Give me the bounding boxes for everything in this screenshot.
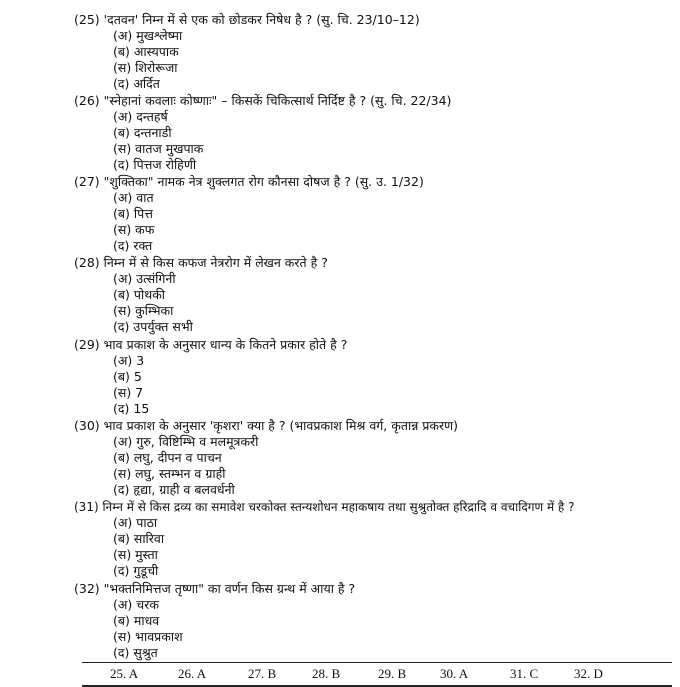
option-28-a: (अ) उत्संगिनी bbox=[113, 271, 176, 286]
answer-28: 28. B bbox=[312, 666, 341, 681]
question-29: (29) भाव प्रकाश के अनुसार धान्य के कितने प्रकार होते है ? bbox=[74, 337, 348, 352]
question-26: (26) "स्नेहानां कवलाः कोष्णाः" – किसकें चिकित्सार्थ निर्दिष्ट है ? (सु. चि. 22/34) bbox=[74, 93, 452, 108]
option-30-d: (द) हृद्या, ग्राही व बलवर्धनी bbox=[113, 482, 235, 497]
option-26-d: (द) पित्तज रोहिणी bbox=[113, 157, 197, 172]
option-25-b: (ब) आस्यपाक bbox=[113, 44, 179, 59]
question-31: (31) निम्न में से किस द्रव्य का समावेश चरकोक्त स्तन्यशोधन महाकषाय तथा सुश्रुतोक्त हरिद्रादि व वचादिगण में है ? bbox=[74, 500, 575, 514]
option-26-a: (अ) दन्तहर्ष bbox=[113, 109, 168, 124]
option-28-b: (ब) पोथकी bbox=[113, 287, 166, 302]
option-25-c: (स) शिरोरूजा bbox=[113, 60, 178, 75]
question-32: (32) "भक्तनिमित्तज तृष्णा" का वर्णन किस ग्रन्थ में आया है ? bbox=[74, 581, 356, 596]
option-28-d: (द) उपर्युक्त सभी bbox=[113, 319, 193, 334]
option-26-c: (स) वातज मुखपाक bbox=[113, 141, 204, 156]
answer-key-strip bbox=[82, 662, 672, 687]
option-26-b: (ब) दन्तनाडी bbox=[113, 125, 172, 140]
option-27-d: (द) रक्त bbox=[113, 238, 153, 253]
option-27-c: (स) कफ bbox=[113, 222, 155, 237]
option-29-a: (अ) 3 bbox=[113, 353, 145, 368]
option-30-a: (अ) गुरु, विष्टिम्भि व मलमूत्रकरी bbox=[113, 434, 259, 449]
option-32-c: (स) भावप्रकाश bbox=[113, 629, 183, 644]
answer-32: 32. D bbox=[574, 666, 603, 681]
option-28-c: (स) कुम्भिका bbox=[113, 303, 174, 318]
option-31-d: (द) गुडूची bbox=[113, 563, 159, 578]
option-32-a: (अ) चरक bbox=[113, 597, 159, 612]
answer-30: 30. A bbox=[440, 666, 469, 681]
option-29-c: (स) 7 bbox=[113, 385, 144, 400]
option-27-b: (ब) पित्त bbox=[113, 206, 153, 221]
question-25: (25) 'दतवन' निम्न में से एक को छोडकर निषेध है ? (सु. चि. 23/10–12) bbox=[74, 12, 420, 27]
answer-29: 29. B bbox=[378, 666, 407, 681]
answer-27: 27. B bbox=[248, 666, 277, 681]
option-31-b: (ब) सारिवा bbox=[113, 531, 165, 546]
option-32-d: (द) सुश्रुत bbox=[113, 645, 158, 660]
question-30: (30) भाव प्रकाश के अनुसार 'कृशरा' क्या है ? (भावप्रकाश मिश्र वर्ग, कृतान्न प्रकरण) bbox=[74, 418, 459, 433]
option-31-a: (अ) पाठा bbox=[113, 515, 158, 530]
option-29-b: (ब) 5 bbox=[113, 369, 142, 384]
option-29-d: (द) 15 bbox=[113, 401, 150, 416]
option-31-c: (स) मुस्ता bbox=[113, 547, 158, 562]
question-27: (27) "शुक्तिका" नामक नेत्र शुक्लगत रोग कौनसा दोषज है ? (सु. उ. 1/32) bbox=[74, 174, 424, 189]
option-25-a: (अ) मुखश्लेष्मा bbox=[113, 28, 183, 43]
option-25-d: (द) अर्दित bbox=[113, 76, 160, 91]
option-30-c: (स) लघु, स्तम्भन व ग्राही bbox=[113, 466, 226, 481]
answer-31: 31. C bbox=[510, 666, 539, 681]
answer-26: 26. A bbox=[178, 666, 207, 681]
option-30-b: (ब) लघु, दीपन व पाचन bbox=[113, 450, 222, 465]
option-32-b: (ब) माधव bbox=[113, 613, 160, 628]
answer-25: 25. A bbox=[110, 666, 139, 681]
question-28: (28) निम्न में से किस कफज नेत्ररोग में लेखन करते है ? bbox=[74, 255, 328, 270]
option-27-a: (अ) वात bbox=[113, 190, 154, 205]
